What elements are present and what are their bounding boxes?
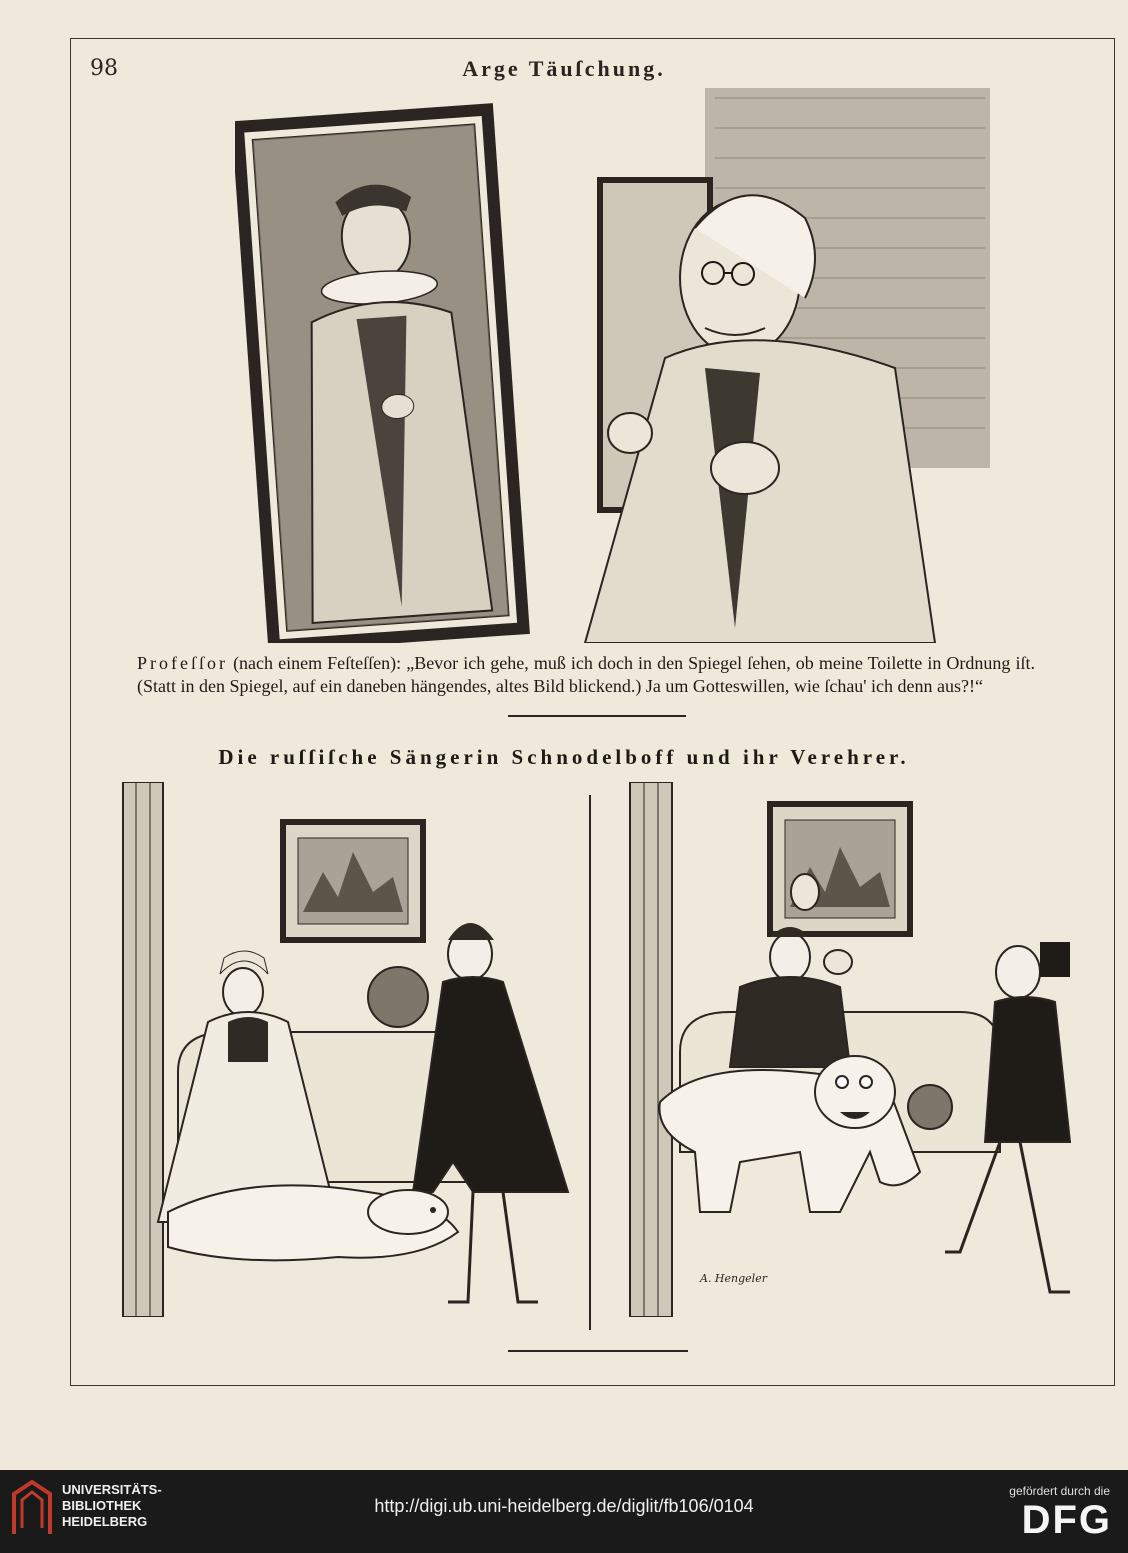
logo-line-3: HEIDELBERG bbox=[62, 1514, 148, 1529]
artist-signature: A. Hengeler bbox=[700, 1272, 767, 1285]
right-panel-illustration bbox=[600, 782, 1090, 1317]
logo-line-1: UNIVERSITÄTS- bbox=[62, 1482, 162, 1497]
source-url-link[interactable]: http://digi.ub.uni-heidelberg.de/diglit/fb106/0104 bbox=[374, 1496, 754, 1516]
section-title: Die ruſſiſche Sängerin Schnodelboff und ihr Verehrer. bbox=[218, 745, 910, 769]
dfg-logo: DFG bbox=[1021, 1498, 1112, 1542]
professor-caption bbox=[137, 652, 1035, 698]
caption-speaker: Profeſſor bbox=[137, 653, 228, 673]
professor-illustration bbox=[235, 88, 990, 643]
page-number: 98 bbox=[90, 56, 118, 81]
footer-bar bbox=[0, 1470, 1128, 1553]
panel-divider bbox=[589, 795, 591, 1330]
running-title: Arge Täuſchung. bbox=[462, 56, 666, 81]
logo-line-2: BIBLIOTHEK bbox=[62, 1498, 142, 1513]
sponsor-text: gefördert durch die bbox=[1009, 1484, 1110, 1498]
separator-rule-top bbox=[508, 715, 686, 717]
separator-rule-bottom bbox=[508, 1350, 688, 1352]
left-panel-illustration bbox=[108, 782, 583, 1317]
caption-text: (nach einem Feſteſſen): „Bevor ich gehe, muß ich doch in den Spiegel ſehen, ob meine Toilette in Ordnung iſt. (Statt in den Spiegel, auf ein daneben hängendes, altes Bild blickend.) Ja um Gotteswillen, wie ſchau' ich denn aus?!“ bbox=[137, 653, 1035, 696]
